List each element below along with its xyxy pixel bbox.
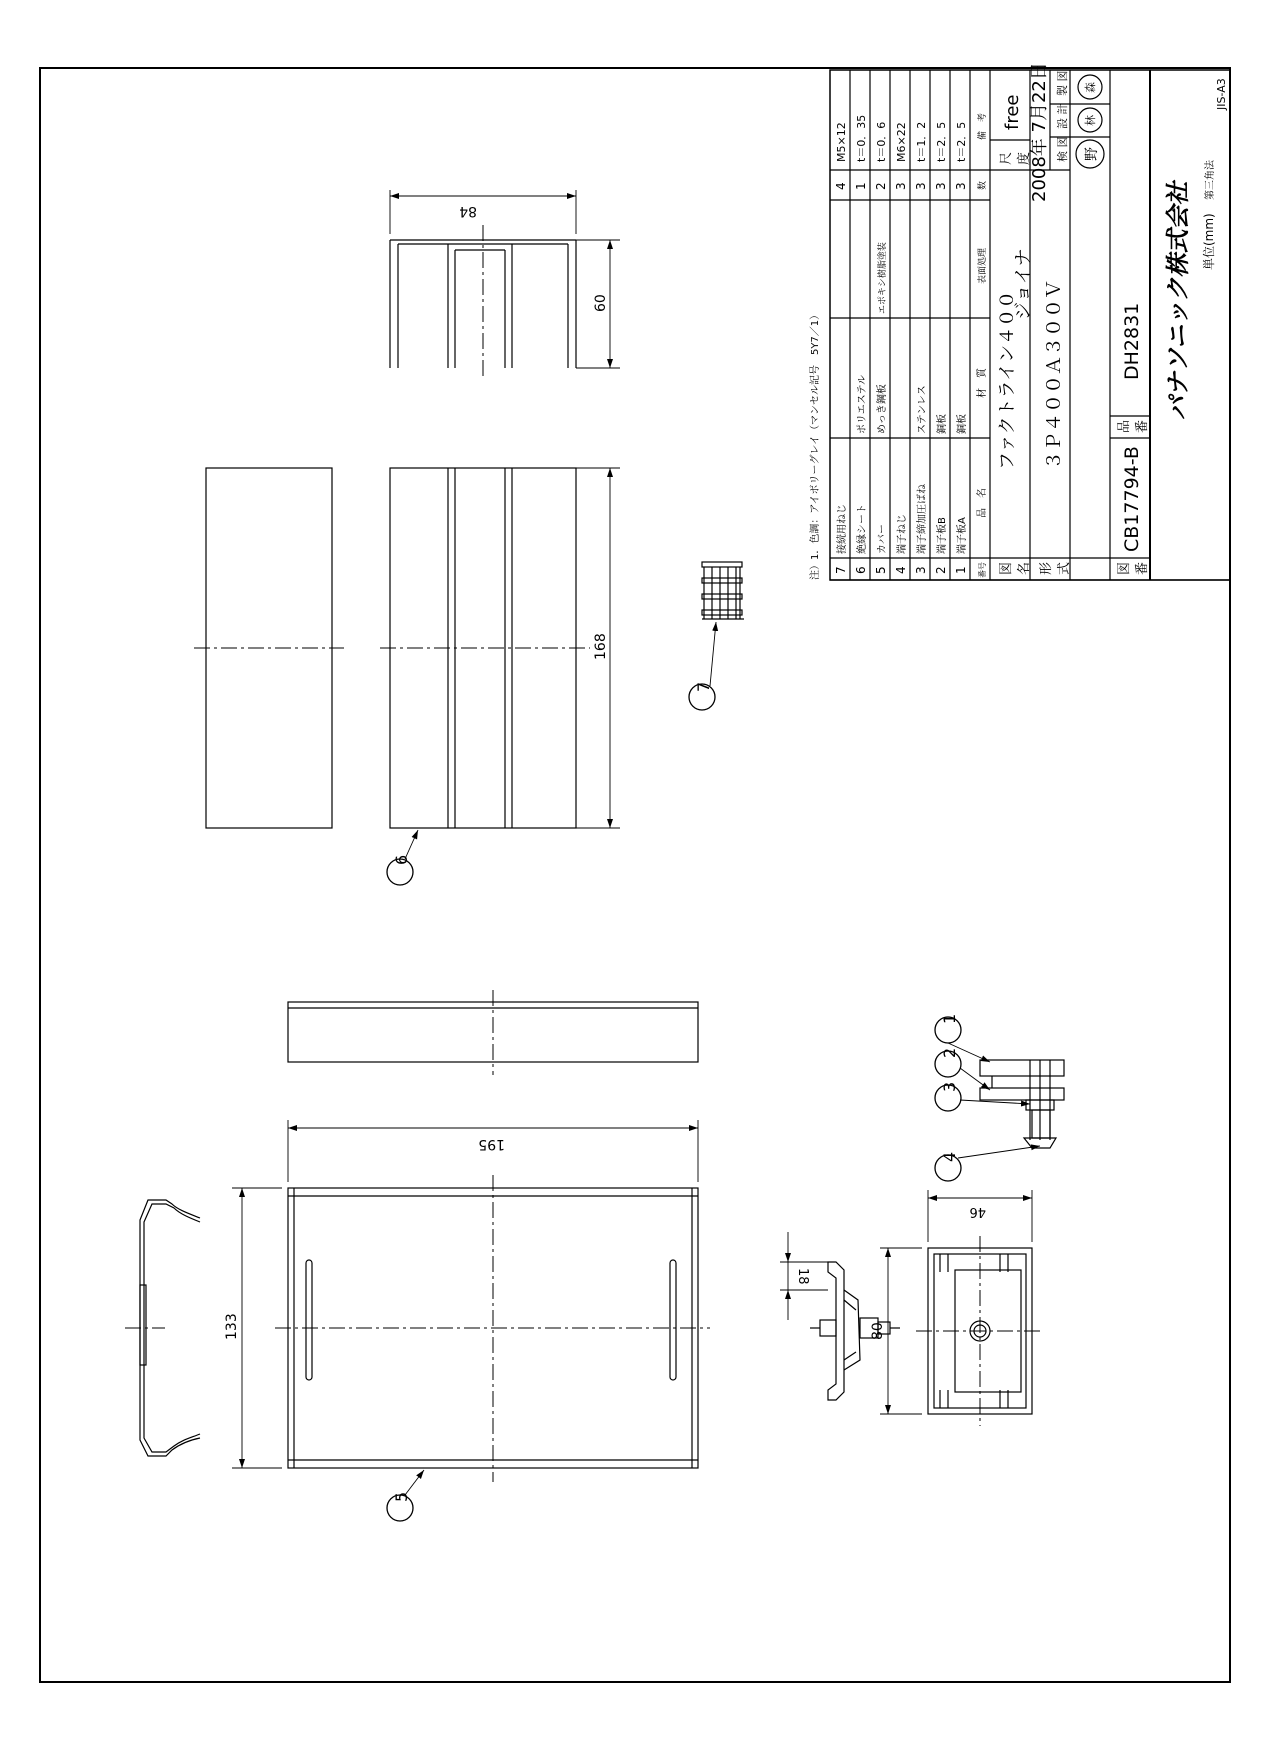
dim-46: 46 xyxy=(969,1204,986,1219)
title-zu-label: 図 xyxy=(999,561,1014,575)
svg-text:3: 3 xyxy=(940,1081,959,1092)
part-row-6-material: ポリエステル xyxy=(857,374,868,434)
title-section xyxy=(990,62,1228,580)
part-row-5-name: カバー xyxy=(877,524,888,554)
parts-header-finish: 表面処理 xyxy=(978,247,988,284)
parts-header-qty: 数 xyxy=(978,180,988,190)
part-row-2-name: 端子板B xyxy=(937,517,948,554)
drawing-number: CB17794-B xyxy=(1121,446,1143,552)
part-row-1-remarks: t＝2．5 xyxy=(955,121,968,162)
part-row-5-qty: 2 xyxy=(874,182,888,190)
part-row-6-remarks: t＝0．35 xyxy=(855,114,868,162)
svg-text:2: 2 xyxy=(940,1047,959,1058)
part-row-1-name: 端子板A xyxy=(957,517,968,554)
scale-value: free xyxy=(1002,94,1023,130)
part-row-3-qty: 3 xyxy=(914,182,928,190)
part-row-7-qty: 4 xyxy=(834,182,848,190)
product-title-line2: ジョイナ xyxy=(1013,248,1034,320)
parts-header-no: 番号 xyxy=(978,562,987,578)
dim-84: 84 xyxy=(459,203,477,219)
product-number: DH2831 xyxy=(1121,302,1143,380)
dim-60: 60 xyxy=(593,294,609,312)
part-row-5-no: 5 xyxy=(874,566,888,574)
part-row-7-remarks: M5×12 xyxy=(835,122,848,162)
part-row-4-name: 端子ねじ xyxy=(897,514,908,554)
insulation-sheet-end-view xyxy=(390,190,620,380)
part-row-1-qty: 3 xyxy=(954,182,968,190)
company-name: パナソニック株式会社 xyxy=(1164,181,1192,420)
svg-text:7: 7 xyxy=(694,681,713,692)
dim-133: 133 xyxy=(224,1313,240,1340)
paper-size-label: JIS-A3 xyxy=(1215,78,1228,110)
title-block xyxy=(808,62,1230,580)
part-row-2-remarks: t＝2．5 xyxy=(935,121,948,162)
part-row-3-material: ステンレス xyxy=(917,385,928,434)
make-label: 製 図 xyxy=(1056,70,1069,96)
insulation-sheet-front-view xyxy=(380,468,620,828)
part-row-4-remarks: M6×22 xyxy=(895,122,908,162)
check-label: 検 図 xyxy=(1056,136,1069,162)
part-row-2-no: 2 xyxy=(934,566,948,574)
svg-text:1: 1 xyxy=(940,1013,959,1024)
dim-80: 80 xyxy=(870,1322,886,1340)
dim-195: 195 xyxy=(478,1136,505,1152)
color-note: 注）1．色調：アイボリーグレイ（マンセル記号 5Y7／1） xyxy=(810,309,821,580)
model-kata-label: 形 xyxy=(1039,561,1054,575)
svg-text:5: 5 xyxy=(392,1491,411,1502)
part-row-7-no: 7 xyxy=(834,566,848,574)
balloon-3 xyxy=(935,1082,1030,1111)
parts-header-name: 品 名 xyxy=(977,488,988,518)
cover-end-view xyxy=(125,1200,200,1456)
zuban-label-1: 図 xyxy=(1117,561,1132,575)
part-row-7-name: 接続用ねじ xyxy=(837,504,848,554)
unit-label: 単位(mm) xyxy=(1202,213,1216,270)
title-mei-label: 名 xyxy=(1017,561,1032,575)
model-shiki-label: 式 xyxy=(1057,561,1072,575)
make-stamp: 森 xyxy=(1084,82,1097,93)
terminal-plate-view xyxy=(870,1190,1044,1426)
terminal-side-view xyxy=(780,1232,900,1400)
design-label: 設 計 xyxy=(1056,103,1069,129)
design-stamp: 林 xyxy=(1084,115,1097,126)
zuban-label-2: 番 xyxy=(1135,561,1150,575)
part-row-6-qty: 1 xyxy=(854,182,868,190)
balloon-4 xyxy=(935,1146,1040,1181)
balloon-7 xyxy=(689,622,716,710)
insulation-sheet-plan-view xyxy=(194,468,344,828)
balloon-6 xyxy=(387,830,418,885)
part-row-2-qty: 3 xyxy=(934,182,948,190)
model-number: ３Ｐ４００Ａ３００Ｖ xyxy=(1043,279,1065,470)
part-row-6-name: 絶縁シート xyxy=(857,504,868,554)
connection-screws xyxy=(702,562,744,619)
product-title-line1: ファクトライン４００ xyxy=(997,290,1018,470)
part-row-5-material: めっき鋼板 xyxy=(877,384,888,434)
parts-header-material: 材 質 xyxy=(977,368,988,398)
svg-text:6: 6 xyxy=(392,854,411,865)
part-row-1-material: 銅板 xyxy=(957,414,968,434)
hinban-label-2: 番 xyxy=(1135,419,1150,433)
scale-label-2: 度 xyxy=(1017,151,1032,165)
parts-header-remarks: 備 考 xyxy=(978,112,988,140)
part-row-5-finish: エポキシ樹脂塗装 xyxy=(878,242,888,314)
cover-side-view xyxy=(288,990,698,1075)
part-row-4-qty: 3 xyxy=(894,182,908,190)
balloon-5 xyxy=(387,1470,424,1521)
part-row-3-name: 端子締加圧ばね xyxy=(917,484,928,554)
projection-label: 第三角法 xyxy=(1205,160,1216,200)
scale-label: 尺 xyxy=(999,151,1014,165)
drawing-date: 2008年 7月22日 xyxy=(1029,62,1050,202)
part-row-4-no: 4 xyxy=(894,566,908,574)
dim-168: 168 xyxy=(593,633,609,660)
dim-18: 18 xyxy=(795,1268,810,1285)
part-row-3-no: 3 xyxy=(914,566,928,574)
check-stamp: 野 xyxy=(1084,147,1100,161)
part-row-2-material: 銅板 xyxy=(937,414,948,434)
terminal-assembly-view xyxy=(980,1060,1064,1148)
cover-top-view xyxy=(224,1120,710,1482)
part-row-1-no: 1 xyxy=(954,566,968,574)
hinban-label-1: 品 xyxy=(1117,419,1132,433)
parts-list xyxy=(830,70,990,580)
part-row-3-remarks: t＝1．2 xyxy=(915,121,928,162)
part-row-6-no: 6 xyxy=(854,566,868,574)
part-row-5-remarks: t＝0．6 xyxy=(875,121,888,162)
svg-text:4: 4 xyxy=(940,1151,959,1162)
